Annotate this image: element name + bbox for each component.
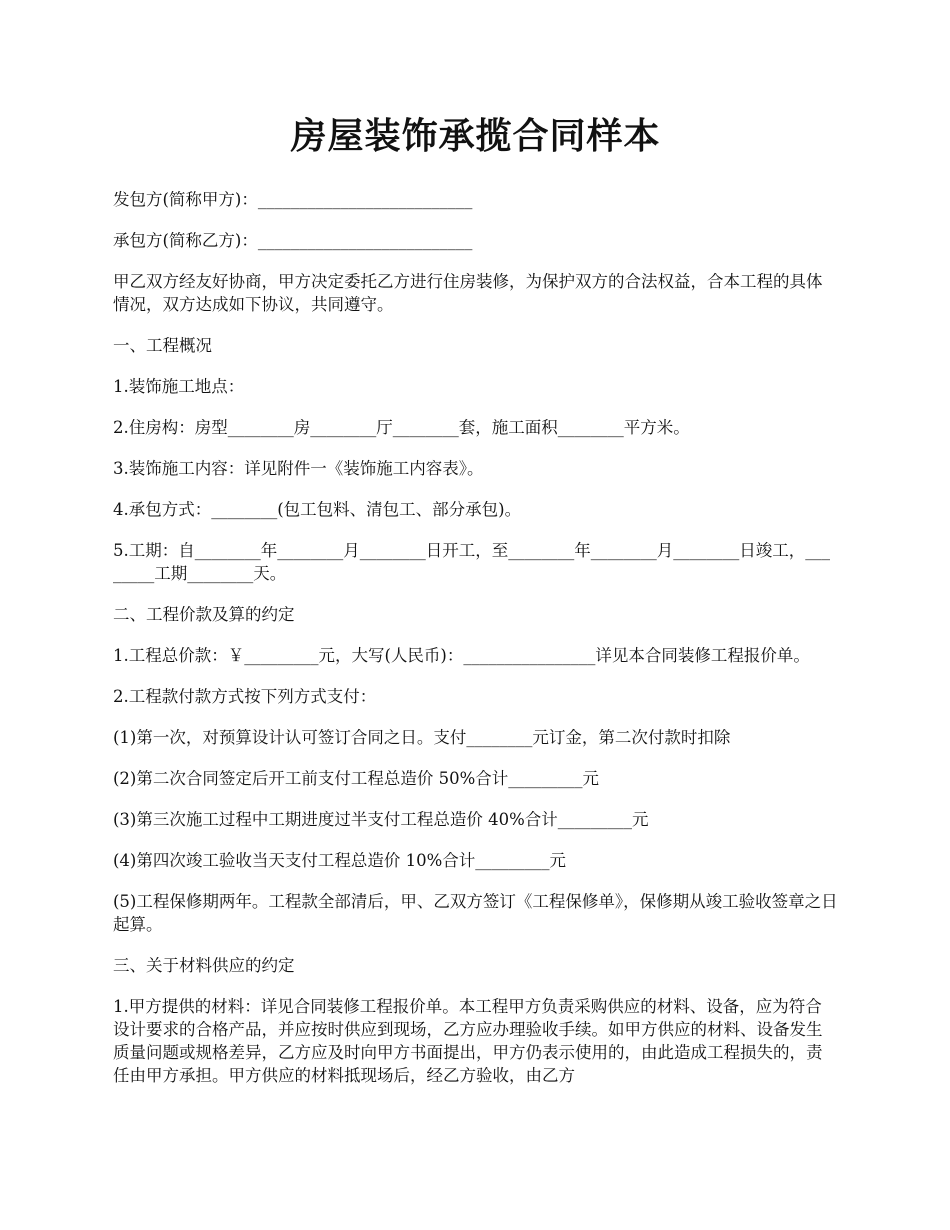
clause-payment-method: 2.工程款付款方式按下列方式支付： [113,687,377,706]
payment-step-3: (3)第三次施工过程中工期进度过半支付工程总造价 40%合计_________元 [113,810,649,829]
section-heading-material-supply: 三、关于材料供应的约定 [113,956,295,975]
section-heading-project-overview: 一、工程概况 [113,336,212,355]
clause-schedule: 5.工期：自________年________月________日开工，至________年________月________日竣工，________工期________天。 [113,541,830,583]
document-title: 房屋装饰承揽合同样本 [290,115,661,157]
party-a-line: 发包方(简称甲方)：__________________________ [113,190,473,209]
clause-owner-supplied-materials: 1.甲方提供的材料：详见合同装修工程报价单。本工程甲方负责采购供应的材料、设备，应为符合设计要求的合格产品，并应按时供应到现场，乙方应办理验收手续。如甲方供应的材料、设备发生质量问题或规格差异，乙方应及时向甲方书面提出，甲方仍表示使用的，由此造成工程损失的，责任由甲方承担。甲方供应的材料抵现场后，经乙方验收，由乙方 [113,997,823,1085]
section-heading-price-settlement: 二、工程价款及算的约定 [113,605,295,624]
clause-housing-structure: 2.住房构：房型________房________厅________套，施工面积________平方米。 [113,418,690,437]
payment-step-2: (2)第二次合同签定后开工前支付工程总造价 50%合计_________元 [113,769,600,788]
payment-step-5-warranty: (5)工程保修期两年。工程款全部清后，甲、乙双方签订《工程保修单》，保修期从竣工验收签章之日起算。 [113,892,838,934]
clause-total-price: 1.工程总价款：￥_________元，大写(人民币)：________________详见本合同装修工程报价单。 [113,646,810,665]
clause-construction-content: 3.装饰施工内容：详见附件一《装饰施工内容表》。 [113,459,484,478]
clause-construction-site: 1.装饰施工地点： [113,377,245,396]
payment-step-4: (4)第四次竣工验收当天支付工程总造价 10%合计_________元 [113,851,567,870]
preamble-paragraph: 甲乙双方经友好协商，甲方决定委托乙方进行住房装修，为保护双方的合法权益，合本工程的具体情况，双方达成如下协议，共同遵守。 [113,272,823,314]
clause-contract-mode: 4.承包方式：________(包工包料、清包工、部分承包)。 [113,500,522,519]
party-b-line: 承包方(简称乙方)：__________________________ [113,231,473,250]
payment-step-1: (1)第一次，对预算设计认可签订合同之日。支付________元订金，第二次付款时扣除 [113,728,731,747]
